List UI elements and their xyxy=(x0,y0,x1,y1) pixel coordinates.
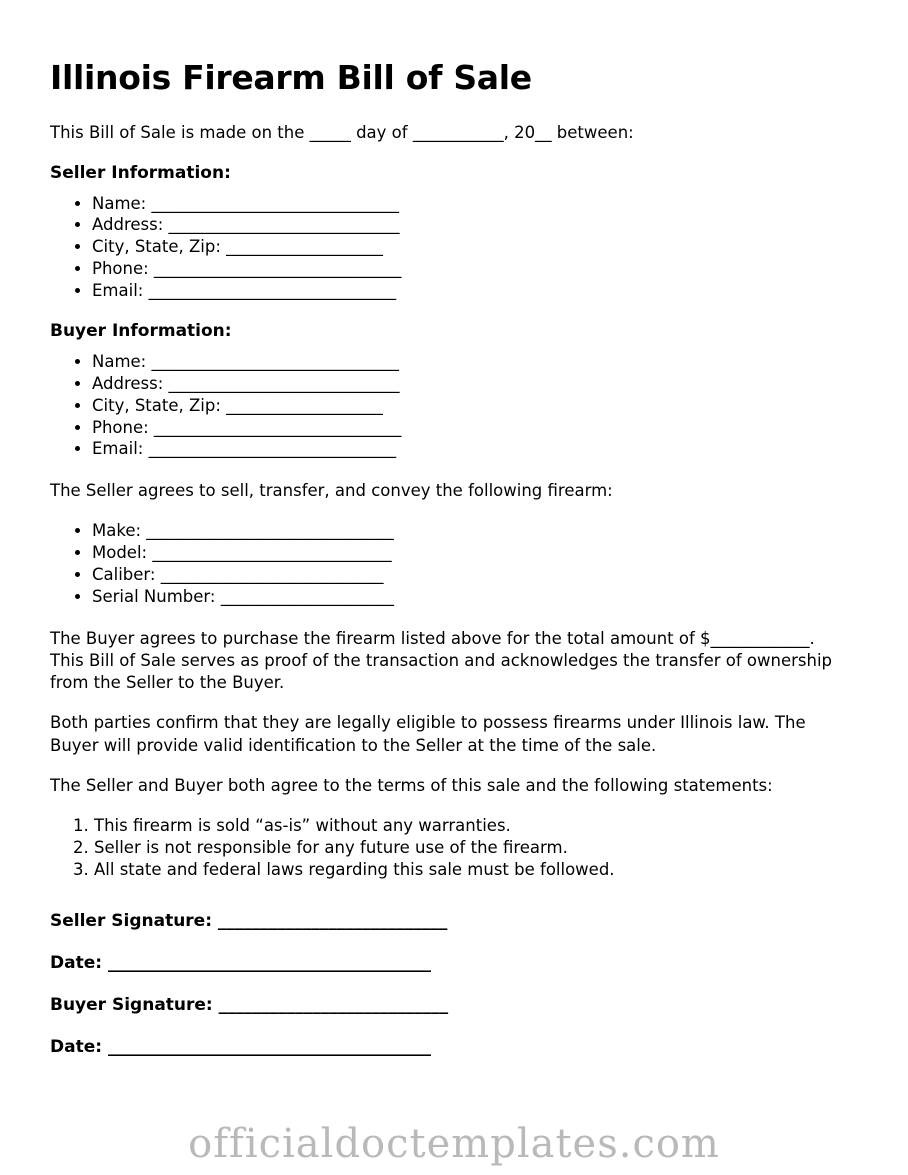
watermark: officialdoctemplates.com xyxy=(188,1121,720,1167)
terms-intro-paragraph: The Seller and Buyer both agree to the terms of this sale and the following statements: xyxy=(50,775,773,795)
buyer-information-heading: Buyer Information: xyxy=(50,321,232,342)
list-item: • City, State, Zip: ___________________ xyxy=(92,236,858,258)
firearm-field-list xyxy=(50,520,858,607)
list-item: • Serial Number: _____________________ xyxy=(92,586,858,608)
page-title: Illinois Firearm Bill of Sale xyxy=(50,58,532,97)
list-item: • Caliber: ___________________________ xyxy=(92,564,858,586)
purchase-paragraph: The Buyer agrees to purchase the firearm listed above for the total amount of $____________. This Bill of Sale serves as proof of the transaction and acknowledges the transfer of ownership from the Seller to the Buyer. xyxy=(50,628,833,693)
signature-spacer xyxy=(50,903,858,911)
eligibility-paragraph: Both parties confirm that they are legally eligible to possess firearms under Illinois law. The Buyer will provide valid identification to the Seller at the time of the sale. xyxy=(50,713,806,755)
list-item: • Email: ______________________________ xyxy=(92,438,858,460)
list-item: • Name: ______________________________ xyxy=(92,351,858,373)
list-item: • Address: ____________________________ xyxy=(92,214,858,236)
terms-list xyxy=(50,815,858,881)
seller-signature-line: Seller Signature: ___________________________ xyxy=(50,911,448,932)
seller-information-heading: Seller Information: xyxy=(50,162,231,183)
list-item: 3. All state and federal laws regarding this sale must be followed. xyxy=(94,859,858,881)
list-item: • City, State, Zip: ___________________ xyxy=(92,395,858,417)
intro-paragraph: This Bill of Sale is made on the _____ day of ___________, 20__ between: xyxy=(50,123,634,143)
list-item: 1. This firearm is sold “as-is” without any warranties. xyxy=(94,815,858,837)
list-item: • Address: ____________________________ xyxy=(92,373,858,395)
list-item: • Phone: ______________________________ xyxy=(92,417,858,439)
seller-field-list xyxy=(50,193,858,302)
buyer-signature-line: Buyer Signature: ___________________________ xyxy=(50,995,449,1016)
list-item: 2. Seller is not responsible for any future use of the firearm. xyxy=(94,837,858,859)
list-item: • Email: ______________________________ xyxy=(92,280,858,302)
list-item: • Model: _____________________________ xyxy=(92,542,858,564)
firearm-intro-paragraph: The Seller agrees to sell, transfer, and convey the following firearm: xyxy=(50,481,613,501)
buyer-field-list xyxy=(50,351,858,460)
list-item: • Name: ______________________________ xyxy=(92,193,858,215)
seller-date-line: Date: ______________________________________ xyxy=(50,953,431,974)
buyer-date-line: Date: ______________________________________ xyxy=(50,1037,431,1058)
list-item: • Make: ______________________________ xyxy=(92,520,858,542)
list-item: • Phone: ______________________________ xyxy=(92,258,858,280)
